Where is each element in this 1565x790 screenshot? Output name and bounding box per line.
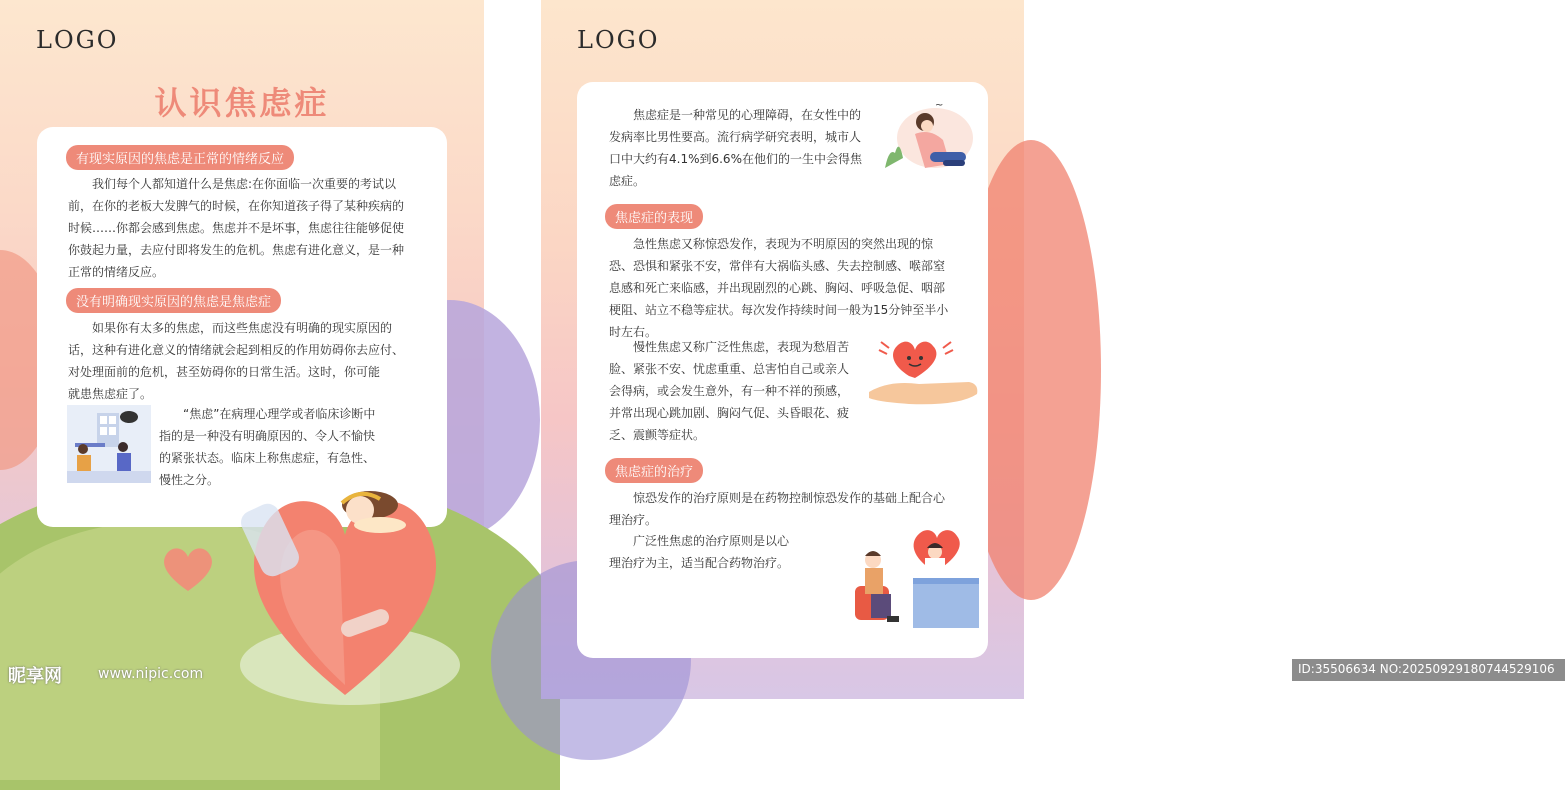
- section-paragraph: [68, 317, 428, 405]
- text-line: 并常出现心跳加剧、胸闷气促、头昏眼花、疲: [609, 406, 850, 420]
- text-line: 理治疗。: [609, 513, 658, 527]
- text-line: 息感和死亡来临感，并出现剧烈的心跳、胸闷、呼吸急促、咽部: [609, 281, 946, 295]
- text-line: 慢性焦虑又称广泛性焦虑，表现为愁眉苦: [633, 340, 850, 354]
- section-tag: 焦虑症的治疗: [605, 458, 703, 483]
- text-line: 虑症。: [609, 174, 646, 188]
- text-line: 慢性之分。: [159, 473, 220, 487]
- text-line: 广泛性焦虑的治疗原则是以心: [633, 534, 790, 548]
- section-paragraph: [609, 530, 819, 574]
- left-page: [0, 0, 484, 699]
- section-paragraph: [609, 336, 869, 446]
- section-tag: 焦虑症的表现: [605, 204, 703, 229]
- section-paragraph: [609, 233, 969, 343]
- intro-paragraph: [609, 104, 879, 192]
- watermark-brand: 昵享网: [8, 666, 62, 687]
- watermark-id: ID:35506634 NO:20250929180744529106: [1292, 659, 1565, 681]
- text-line: 时左右。: [609, 325, 658, 339]
- logo: LOGO: [577, 26, 660, 54]
- text-line: 对处理面前的危机，甚至妨碍你的日常生活。这时，你可能: [68, 365, 381, 379]
- text-line: 急性焦虑又称惊恐发作，表现为不明原因的突然出现的惊: [633, 237, 934, 251]
- page-title: 认识焦虑症: [154, 84, 330, 122]
- section-tag: 有现实原因的焦虑是正常的情绪反应: [66, 145, 294, 170]
- text-line: 梗阻、站立不稳等症状。每次发作持续时间一般为15分钟至半小: [609, 303, 949, 317]
- text-line: 就患焦虑症了。: [68, 387, 153, 401]
- right-page: [541, 0, 1555, 699]
- text-line: 会得病，或会发生意外，有一种不祥的预感，: [609, 384, 850, 398]
- text-line: 理治疗为主，适当配合药物治疗。: [609, 556, 790, 570]
- text-line: “焦虑”在病理心理学或者临床诊断中: [183, 407, 376, 421]
- watermark-url: www.nipic.com: [98, 666, 204, 682]
- text-line: 前，在你的老板大发脾气的时候，在你知道孩子得了某种疾病的: [68, 199, 405, 213]
- text-line: 如果你有太多的焦虑，而这些焦虑没有明确的现实原因的: [92, 321, 393, 335]
- text-line: 指的是一种没有明确原因的、令人不愉快: [159, 429, 376, 443]
- hand-heart-illustration: [869, 332, 981, 418]
- text-line: 时候……你都会感到焦虑。焦虑并不是坏事，焦虑往往能够促使: [68, 221, 405, 235]
- sad-woman-illustration: [875, 98, 975, 178]
- office-illustration: [67, 405, 151, 483]
- text-line: 发病率比男性要高。流行病学研究表明，城市人: [609, 130, 862, 144]
- text-line: 乏、震颤等症状。: [609, 428, 706, 442]
- text-line: 我们每个人都知道什么是焦虑:在你面临一次重要的考试以: [92, 177, 397, 191]
- text-line: 正常的情绪反应。: [68, 265, 165, 279]
- svg-text:~: ~: [935, 100, 944, 111]
- text-line: 口中大约有4.1%到6.6%在他们的一生中会得焦: [609, 152, 862, 166]
- heart-girl-illustration: [230, 465, 460, 699]
- logo: LOGO: [36, 26, 119, 54]
- small-heart-icon: [160, 545, 216, 593]
- text-line: 的紧张状态。临床上称焦虑症，有急性、: [159, 451, 376, 465]
- text-line: 话，这种有进化意义的情绪就会起到相反的作用妨碍你去应付、: [68, 343, 405, 357]
- text-line: 惊恐发作的治疗原则是在药物控制惊恐发作的基础上配合心: [633, 491, 946, 505]
- text-line: 焦虑症是一种常见的心理障碍，在女性中的: [633, 108, 862, 122]
- text-line: 恐、恐惧和紧张不安，常伴有大祸临头感、失去控制感、喉部窒: [609, 259, 946, 273]
- text-line: 脸、紧张不安、忧虑重重、总害怕自己或亲人: [609, 362, 850, 376]
- section-tag: 没有明确现实原因的焦虑是焦虑症: [66, 288, 281, 313]
- text-line: 你鼓起力量，去应付即将发生的危机。焦虑有进化意义，是一种: [68, 243, 405, 257]
- doctor-patient-illustration: [815, 522, 985, 632]
- section-paragraph: [68, 173, 428, 283]
- content-card: [577, 82, 988, 658]
